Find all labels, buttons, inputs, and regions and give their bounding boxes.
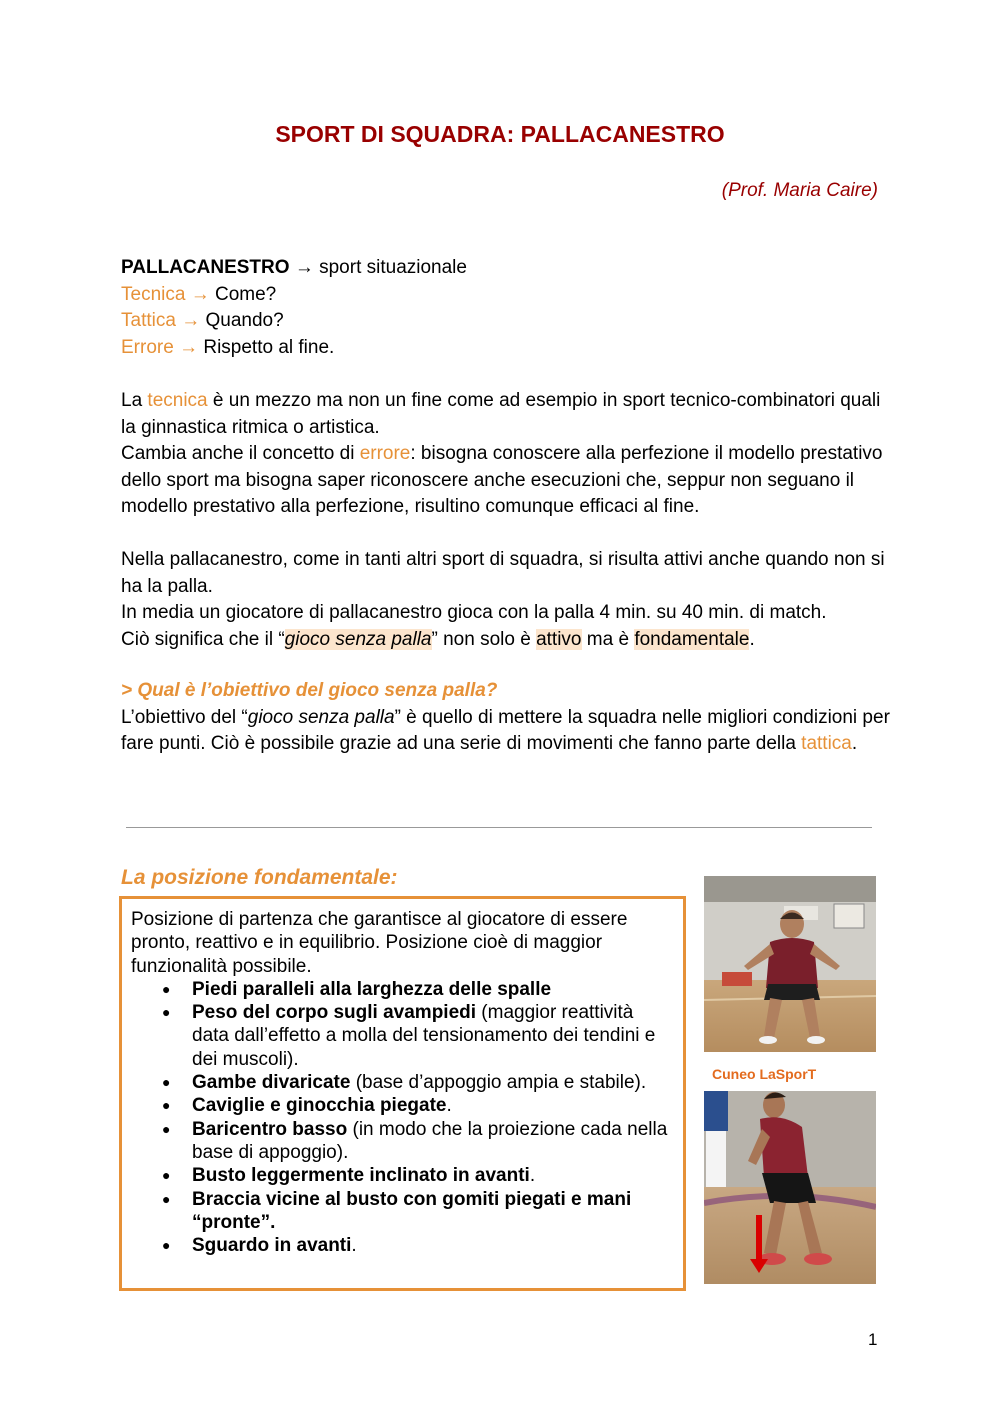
list-item: ● Sguardo in avanti. bbox=[131, 1234, 683, 1257]
intro-line-1: PALLACANESTRO → sport situazionale bbox=[121, 257, 467, 278]
list-item: ● Baricentro basso (in modo che la proiezione cada nella base di appoggio). bbox=[131, 1118, 683, 1165]
question-heading: > Qual è l’obiettivo del gioco senza palla? bbox=[121, 680, 498, 701]
bullet-list bbox=[131, 978, 683, 1258]
page-title: SPORT DI SQUADRA: PALLACANESTRO bbox=[275, 121, 725, 147]
horizontal-divider bbox=[126, 827, 872, 828]
paragraph-tecnica: La tecnica è un mezzo ma non un fine come ad esempio in sport tecnico-combinatori quali la ginnastica ritmica o artistica. Cambia anche il concetto di errore: bisogna conoscere alla perfezione il modello prestativo dello sport ma bisogna saper riconoscere anche esecuzioni che, seppur non seguano il modello prestativo alla perfezione, risultino comunque efficaci al fine. bbox=[121, 390, 883, 517]
page-number: 1 bbox=[868, 1330, 878, 1349]
player-side-photo bbox=[704, 1057, 876, 1284]
list-item: ● Braccia vicine al busto con gomiti piegati e mani “pronte”. bbox=[131, 1188, 683, 1235]
list-item: ● Busto leggermente inclinato in avanti. bbox=[131, 1164, 683, 1187]
intro-line-2: Tecnica → Come? bbox=[121, 283, 277, 305]
intro-block bbox=[121, 255, 891, 361]
section-title: La posizione fondamentale: bbox=[121, 866, 398, 889]
intro-line-3: Tattica → Quando? bbox=[121, 310, 284, 331]
posizione-fondamentale-box bbox=[119, 896, 686, 1291]
list-item: ● Piedi paralleli alla larghezza delle spalle bbox=[131, 978, 683, 1001]
author-label: (Prof. Maria Caire) bbox=[721, 180, 878, 201]
list-item: ● Caviglie e ginocchia piegate. bbox=[131, 1094, 683, 1117]
intro-line-4: Errore → Rispetto al fine. bbox=[121, 336, 335, 358]
paragraph-obiettivo: > Qual è l’obiettivo del gioco senza palla? L’obiettivo del “gioco senza palla” è quello di mettere la squadra nelle migliori condizioni per fare punti. Ciò è possibile grazie ad una serie di movimenti che fanno parte della tattica. bbox=[121, 680, 890, 754]
signage-text: Cuneo LaSporT bbox=[712, 1066, 817, 1082]
box-intro: Posizione di partenza che garantisce al giocatore di essere pronto, reattivo e in equilibrio. Posizione cioè di maggior funzionalità possibile. bbox=[131, 909, 628, 977]
list-item: ● Peso del corpo sugli avampiedi (maggior reattività data dall’effetto a molla del tensionamento dei tendini e dei muscoli). bbox=[131, 1001, 683, 1071]
paragraph-gioco-senza-palla: Nella pallacanestro, come in tanti altri sport di squadra, si risulta attivi anche quando non si ha la palla. In media un giocatore di pallacanestro gioca con la palla 4 min. su 40 min. di match. Ciò significa che il “gioco senza palla” non solo è attivo ma è fondamentale. bbox=[121, 549, 885, 650]
player-front-photo bbox=[704, 876, 876, 1052]
list-item: ● Gambe divaricate (base d’appoggio ampia e stabile). bbox=[131, 1071, 683, 1094]
